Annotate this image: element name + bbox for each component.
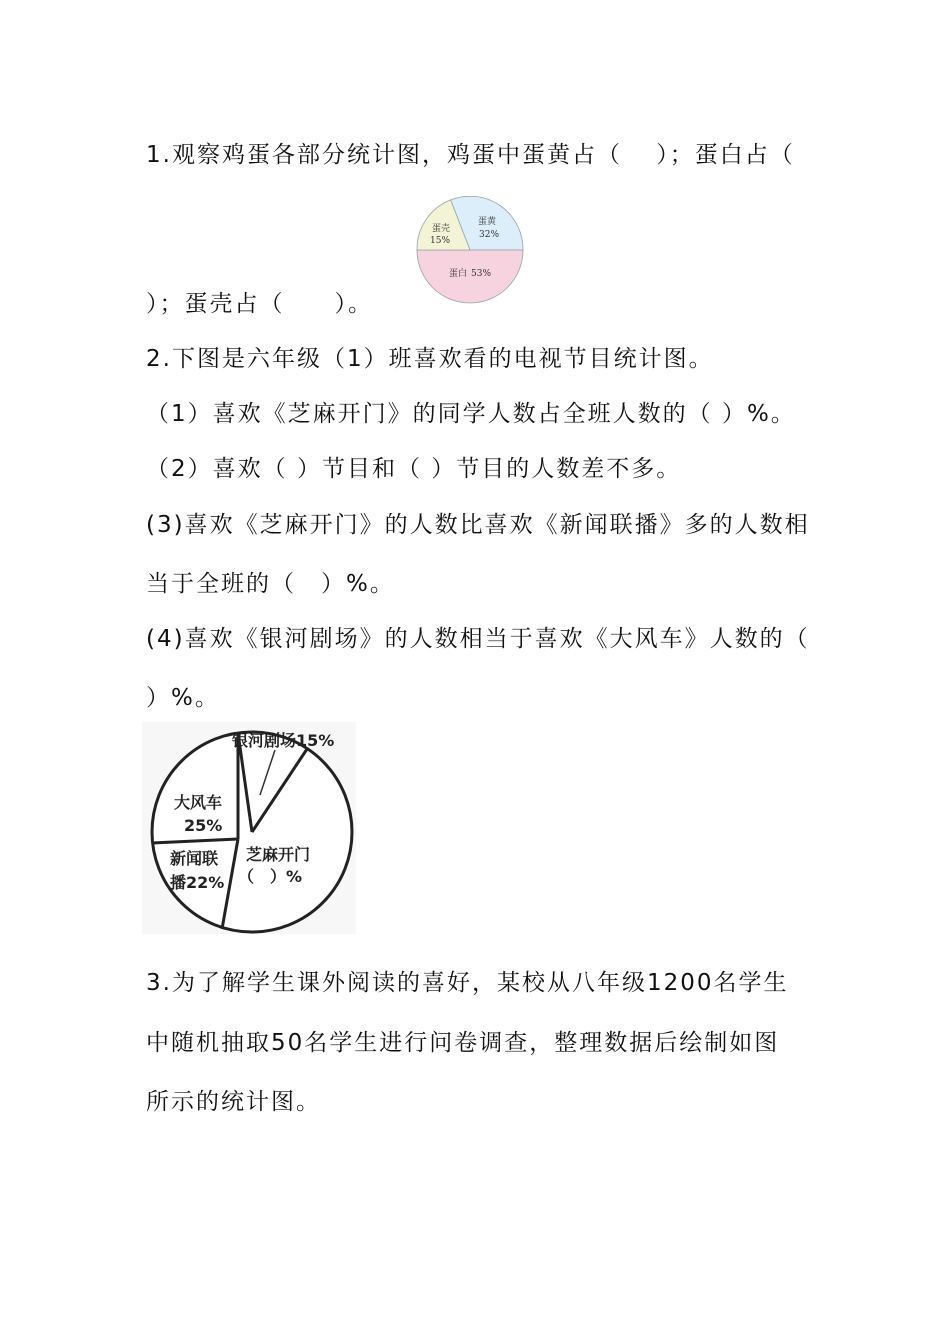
egg-pie-chart <box>414 196 526 312</box>
q2-intro: 2.下图是六年级（1）班喜欢看的电视节目统计图。 <box>146 346 714 372</box>
egg-label-shell: 蛋壳 <box>432 224 451 234</box>
q2-sub2: （2）喜欢（ ）节目和（ ）节目的人数差不多。 <box>146 456 682 482</box>
egg-value-shell: 15% <box>430 236 451 246</box>
q2-sub4-line1: (4)喜欢《银河剧场》的人数相当于喜欢《大风车》人数的（ <box>146 626 810 652</box>
egg-value-yolk: 32% <box>479 230 500 240</box>
q2-sub4-line2: ）%。 <box>146 685 220 711</box>
egg-label-yolk: 蛋黄 <box>478 217 497 227</box>
tv-label-yinhe: 银河剧场15% <box>232 731 335 750</box>
tv-label-zhima: 芝麻开门 <box>246 845 311 864</box>
q3-line3: 所示的统计图。 <box>146 1089 321 1115</box>
tv-label-dafengche-2: 25% <box>184 816 223 835</box>
egg-slice-white <box>417 250 523 303</box>
q2-sub1: （1）喜欢《芝麻开门》的同学人数占全班人数的（ ）%。 <box>146 401 796 427</box>
tv-label-zhima-value: （ ）% <box>238 867 303 886</box>
q2-sub3-line1: (3)喜欢《芝麻开门》的人数比喜欢《新闻联播》多的人数相 <box>146 512 810 538</box>
q3-line2: 中随机抽取50名学生进行问卷调查，整理数据后绘制如图 <box>146 1030 780 1056</box>
q1-line1: 1.观察鸡蛋各部分统计图，鸡蛋中蛋黄占（ ）；蛋白占（ <box>146 142 795 168</box>
egg-label-white: 蛋白 <box>449 269 468 279</box>
tv-label-xinwen-2: 播22% <box>170 873 225 892</box>
q1-line2: ）；蛋壳占（ ）。 <box>146 291 373 317</box>
egg-value-white: 53% <box>471 269 492 279</box>
tv-label-dafengche-1: 大风车 <box>174 793 223 812</box>
tv-pie-chart <box>142 722 356 934</box>
q2-sub3-line2: 当于全班的（ ）%。 <box>146 571 395 597</box>
q3-line1: 3.为了解学生课外阅读的喜好，某校从八年级1200名学生 <box>146 970 789 996</box>
tv-label-xinwen-1: 新闻联 <box>170 849 219 868</box>
